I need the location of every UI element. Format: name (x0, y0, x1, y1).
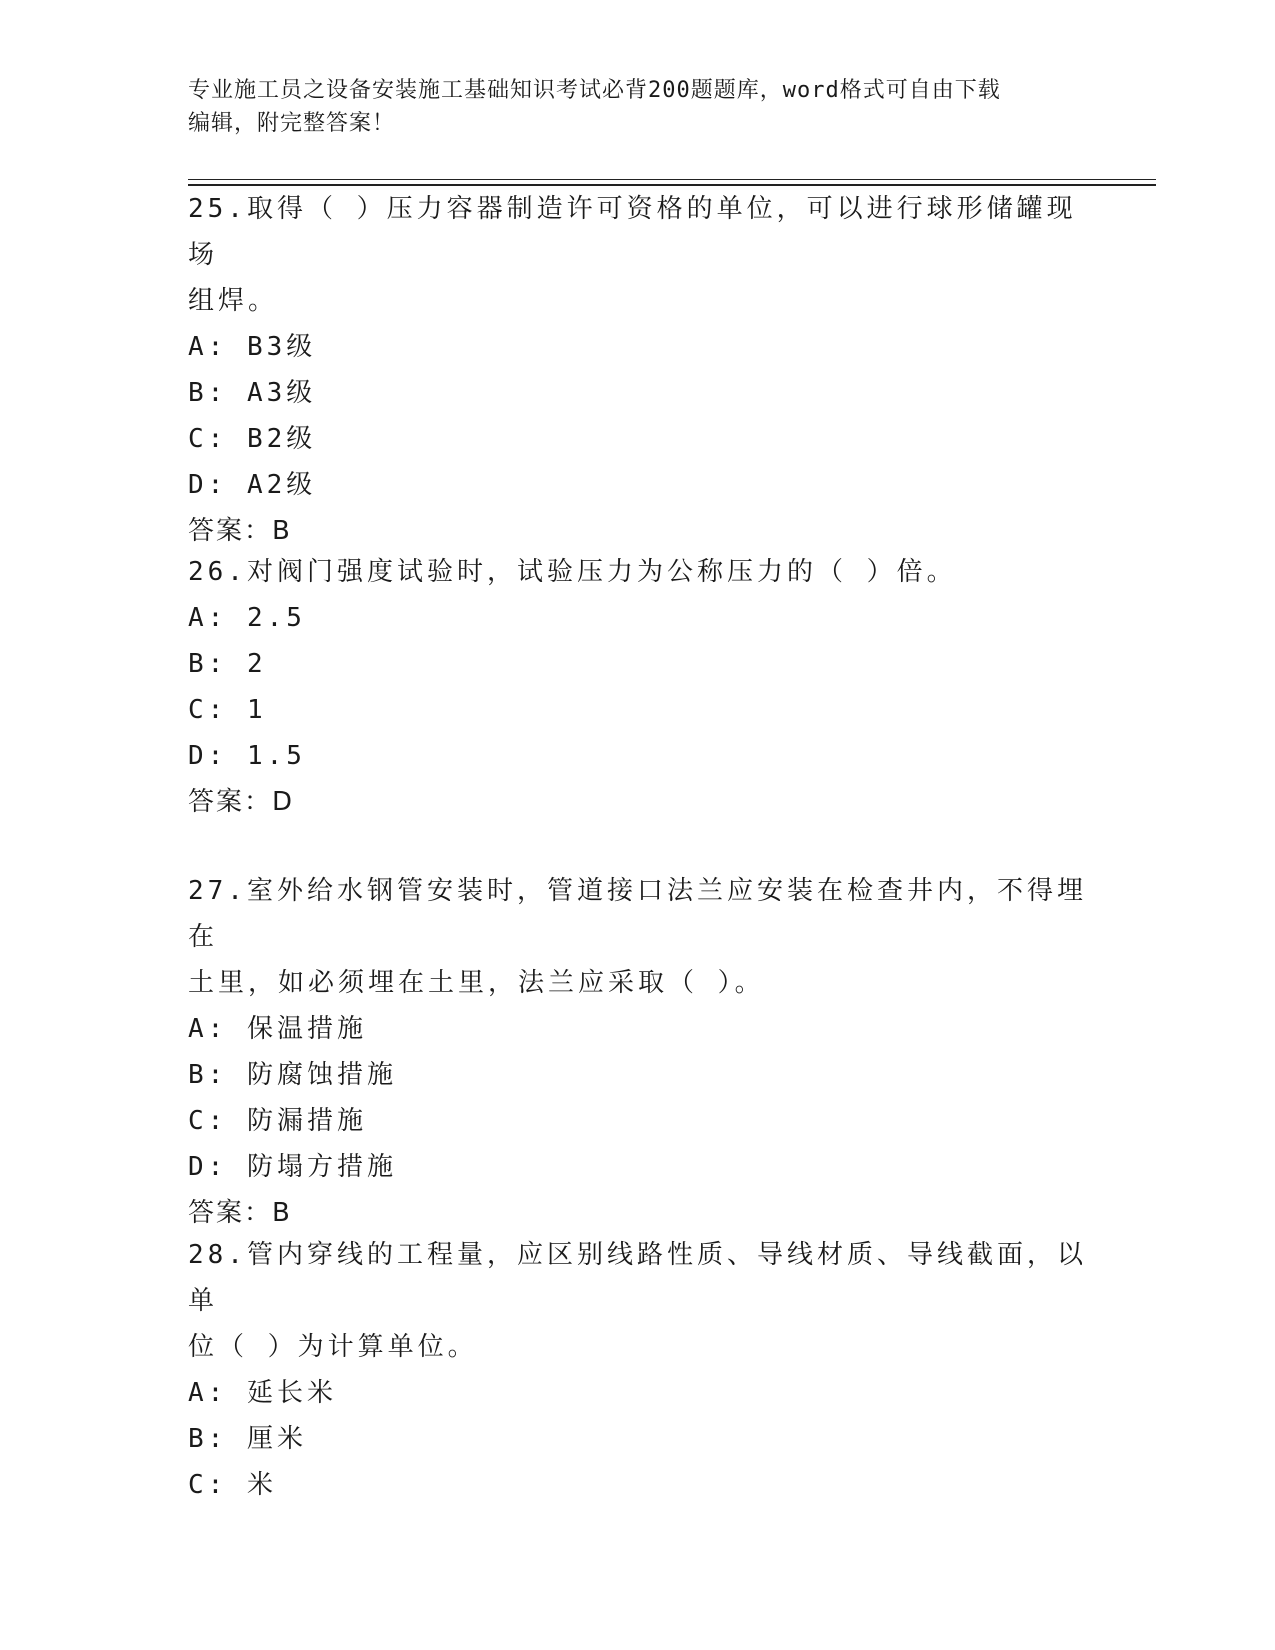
answer: 答案：B (188, 516, 292, 546)
option-c: C: 米 (188, 1470, 277, 1500)
question-stem-line: 组焊。 (188, 286, 279, 316)
header-line-2: 编辑，附完整答案！ (188, 111, 396, 136)
document-header (188, 74, 1068, 140)
question-stem-line: 28.管内穿线的工程量，应区别线路性质、导线材质、导线截面，以单 (188, 1240, 1087, 1316)
option-d: D: 防塌方措施 (188, 1152, 397, 1182)
option-a: A: B3级 (188, 332, 317, 362)
question-stem-line: 25.取得（ ）压力容器制造许可资格的单位，可以进行球形储罐现场 (188, 194, 1077, 270)
option-a: A: 2.5 (188, 603, 306, 633)
option-b: B: 厘米 (188, 1424, 307, 1454)
question-27 (188, 868, 1088, 1236)
header-line-1: 专业施工员之设备安装施工基础知识考试必背200题题库，word格式可自由下载 (188, 78, 1001, 103)
question-25 (188, 186, 1088, 554)
option-b: B: 2 (188, 649, 267, 679)
answer: 答案：D (188, 787, 295, 817)
question-stem-line: 27.室外给水钢管安装时，管道接口法兰应安装在检查井内，不得埋在 (188, 876, 1087, 952)
header-divider-top (188, 179, 1156, 180)
question-stem-line: 26.对阀门强度试验时，试验压力为公称压力的（ ）倍。 (188, 557, 957, 587)
question-stem-line: 土里，如必须埋在土里，法兰应采取（ ）。 (188, 968, 765, 998)
option-a: A: 保温措施 (188, 1014, 367, 1044)
option-b: B: 防腐蚀措施 (188, 1060, 397, 1090)
question-26 (188, 549, 1088, 825)
option-d: D: A2级 (188, 470, 317, 500)
option-c: C: 1 (188, 695, 267, 725)
option-d: D: 1.5 (188, 741, 306, 771)
option-a: A: 延长米 (188, 1378, 337, 1408)
option-c: C: B2级 (188, 424, 317, 454)
question-28 (188, 1232, 1088, 1508)
question-stem-line: 位（ ）为计算单位。 (188, 1332, 478, 1362)
answer: 答案：B (188, 1198, 292, 1228)
option-b: B: A3级 (188, 378, 317, 408)
option-c: C: 防漏措施 (188, 1106, 367, 1136)
